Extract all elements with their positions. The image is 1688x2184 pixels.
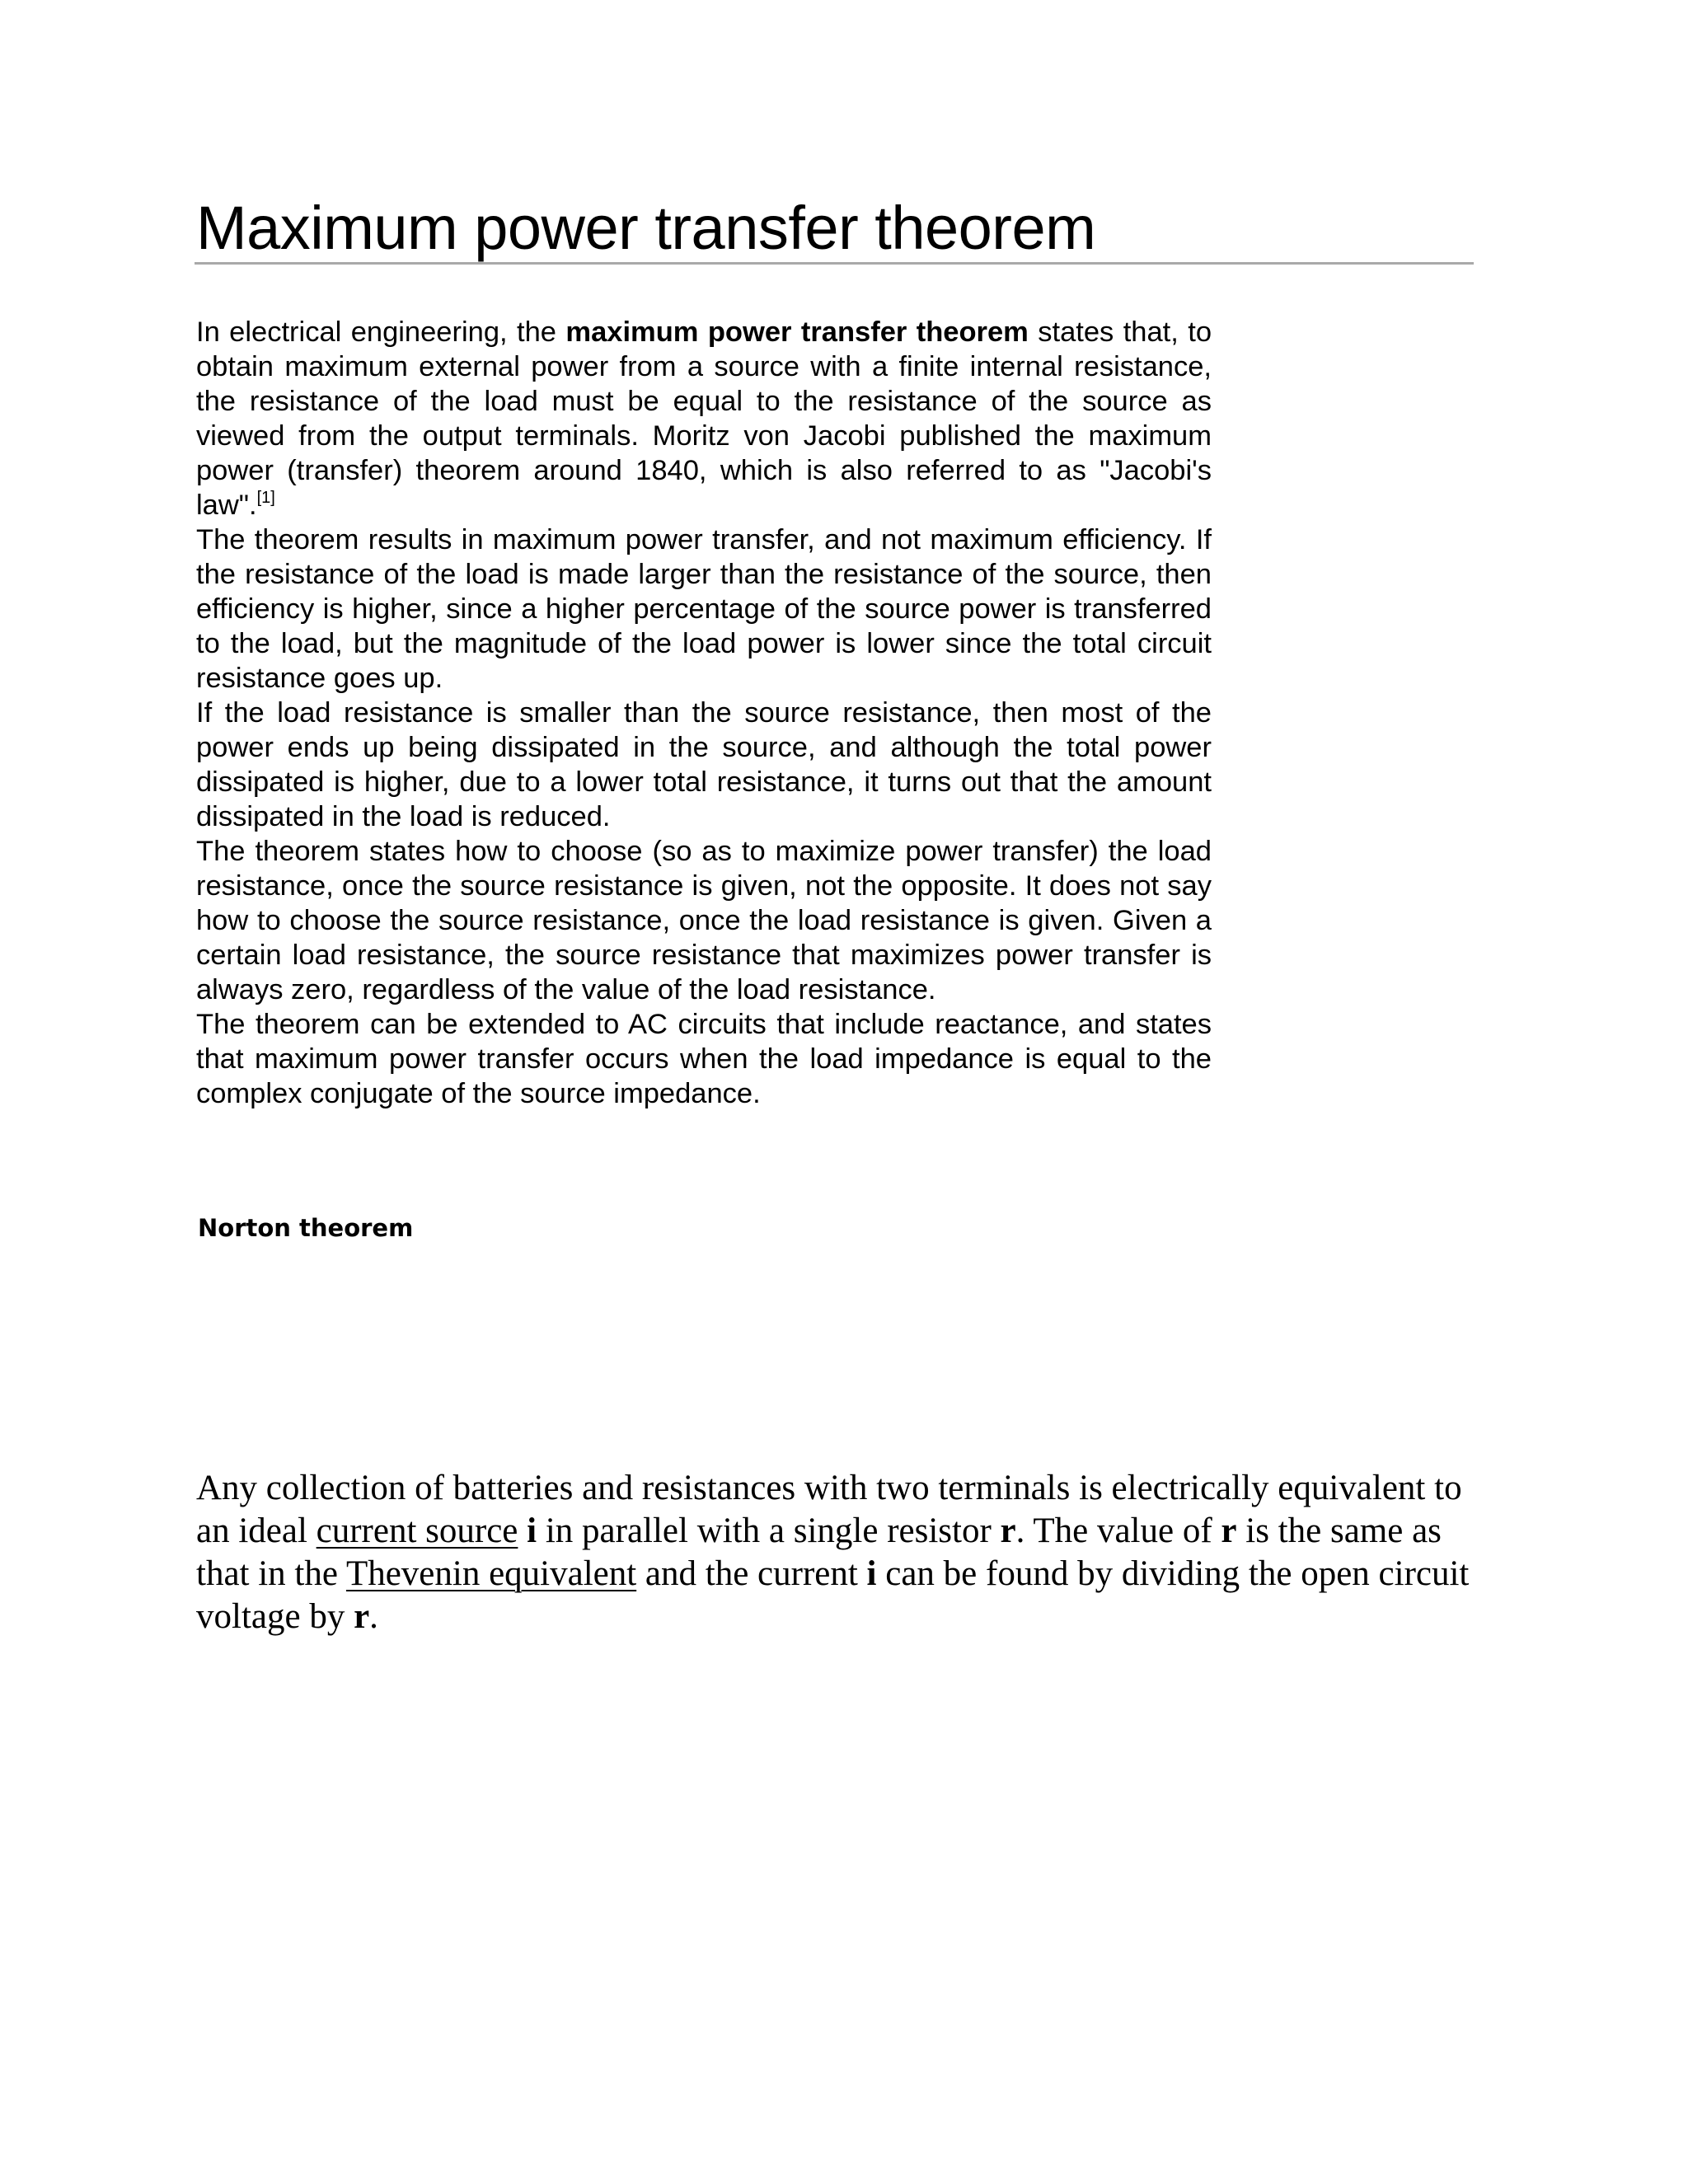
norton-text-8: . bbox=[369, 1597, 378, 1636]
symbol-i: i bbox=[866, 1554, 877, 1593]
norton-text-4: . The value of bbox=[1015, 1511, 1221, 1550]
symbol-r: r bbox=[354, 1597, 370, 1636]
paragraph-efficiency: The theorem results in maximum power transfer, and not maximum efficiency. If the resistance of the load is made larger than the resistance of the source, then efficiency is higher, since a higher percentage of the source power is transferred to the load, but the magnitude of the load power is lower since the total circuit resistance goes up. bbox=[196, 524, 1212, 694]
symbol-r: r bbox=[1221, 1511, 1237, 1550]
citation-ref[interactable]: [1] bbox=[256, 489, 275, 507]
norton-text-5: is the same as that in the bbox=[196, 1511, 1442, 1593]
intro-text-end: states that, to obtain maximum external power from a source with a finite internal resistance, the resistance of the load must be equal to the resistance of the source as viewed from the output terminals. Moritz von Jacobi published the maximum power (transfer) theorem around 1840, which is also referred to as "Jacobi's law". bbox=[196, 316, 1212, 521]
symbol-r: r bbox=[1000, 1511, 1016, 1550]
title-divider bbox=[195, 262, 1474, 265]
norton-text-6: and the current bbox=[636, 1554, 867, 1593]
article-body bbox=[196, 315, 1212, 1111]
paragraph-intro bbox=[196, 315, 1212, 523]
theorem-name-bold: maximum power transfer theorem bbox=[565, 316, 1029, 348]
section-heading-norton: Norton theorem bbox=[198, 1214, 414, 1242]
norton-text-1: Any collection of batteries and resistances with two terminals is electrically equivalent to an ideal bbox=[196, 1469, 1462, 1550]
page-title: Maximum power transfer theorem bbox=[196, 194, 1096, 262]
intro-text-start: In electrical engineering, the bbox=[196, 316, 566, 348]
norton-text-3: in parallel with a single resistor bbox=[537, 1511, 1001, 1550]
norton-text-7: can be found by dividing the open circuit voltage by bbox=[196, 1554, 1470, 1636]
link-thevenin-equivalent[interactable]: Thevenin equivalent bbox=[345, 1554, 637, 1593]
paragraph-norton bbox=[196, 1467, 1482, 1638]
paragraph-choice: The theorem states how to choose (so as to maximize power transfer) the load resistance, once the source resistance is given, not the opposite. It does not say how to choose the source resistance, once the load resistance is given. Given a certain load resistance, the source resistance that maximizes power transfer is always zero, regardless of the value of the load resistance. bbox=[196, 836, 1212, 1005]
paragraph-ac-circuits: The theorem can be extended to AC circuits that include reactance, and states that maximum power transfer occurs when the load impedance is equal to the complex conjugate of the source impedance. bbox=[196, 1009, 1212, 1109]
link-current-source[interactable]: current source bbox=[316, 1511, 518, 1550]
norton-text-2 bbox=[518, 1511, 527, 1550]
paragraph-small-load: If the load resistance is smaller than the source resistance, then most of the power ends up being dissipated in the source, and although the total power dissipated is higher, due to a lower total resistance, it turns out that the amount dissipated in the load is reduced. bbox=[196, 697, 1212, 832]
symbol-i: i bbox=[527, 1511, 537, 1550]
